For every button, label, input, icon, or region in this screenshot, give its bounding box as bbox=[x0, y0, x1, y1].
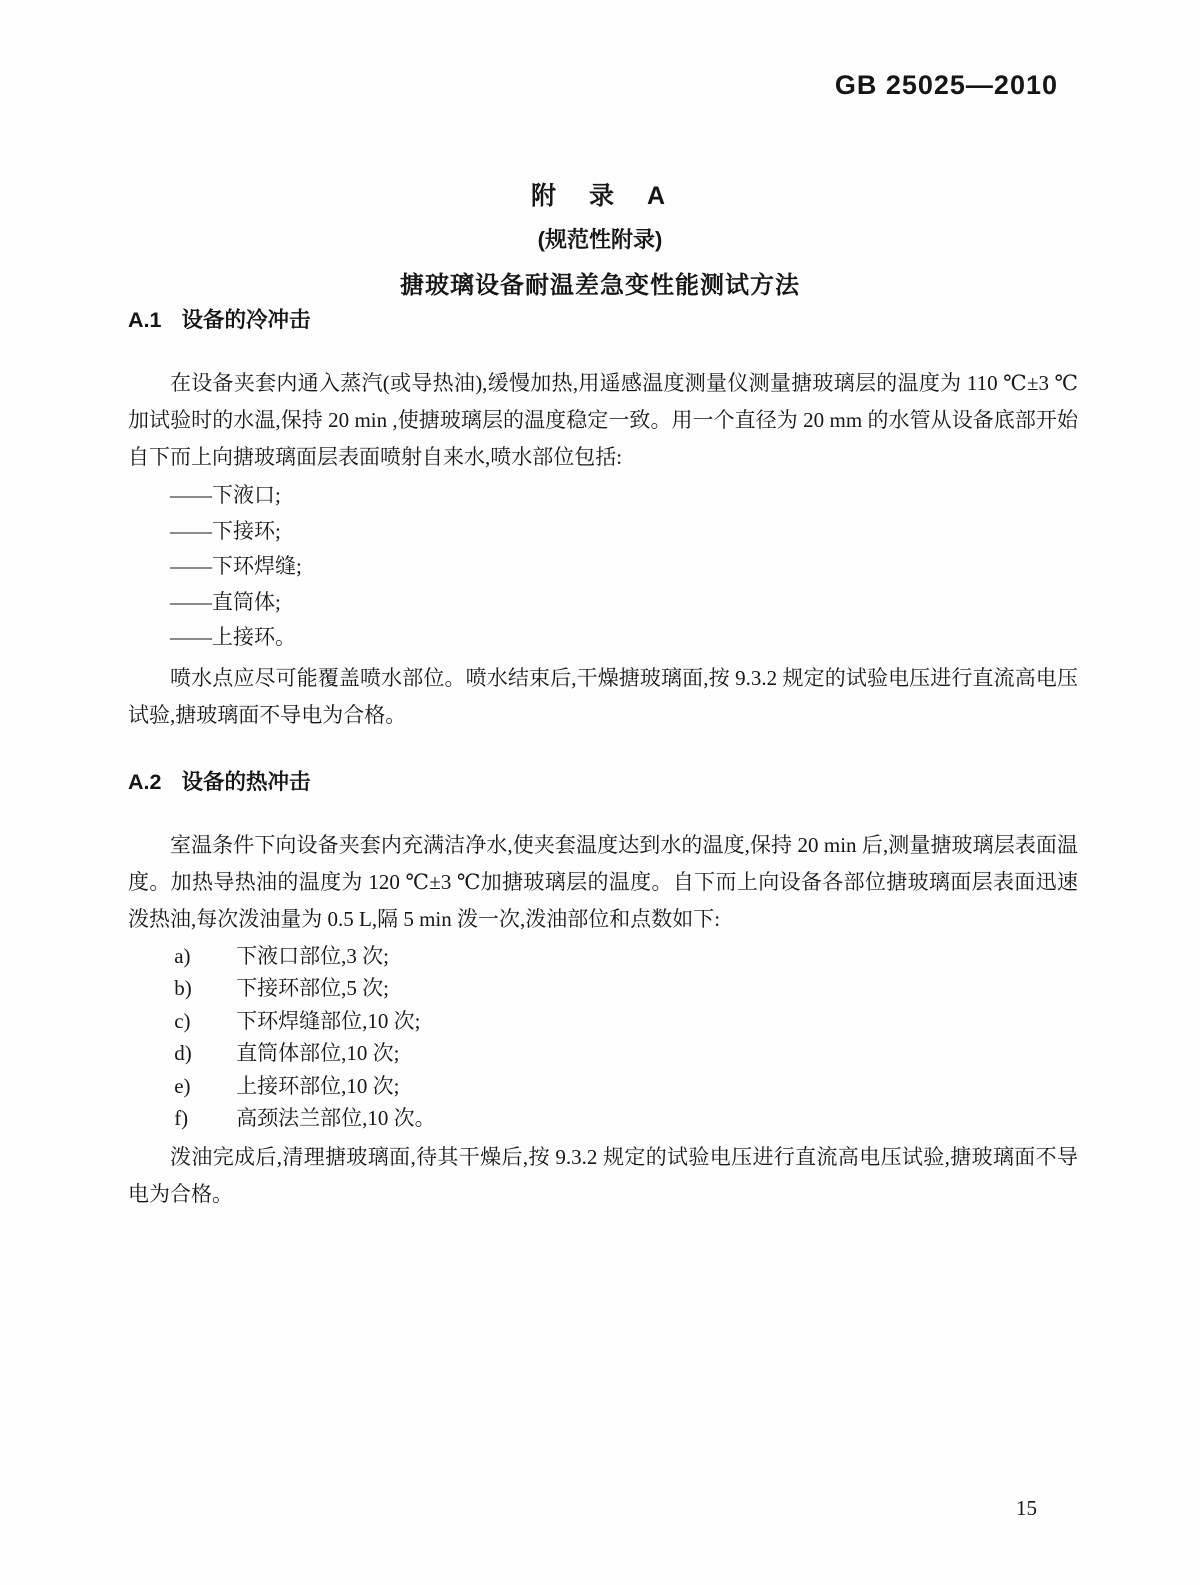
appendix-name: 搪玻璃设备耐温差急变性能测试方法 bbox=[400, 272, 800, 299]
section-a1-title: 设备的冷冲击 bbox=[181, 308, 311, 332]
list-item-text: 高颈法兰部位,10 次。 bbox=[236, 1106, 436, 1130]
section-a1-number: A.1 bbox=[128, 308, 162, 332]
section-a2-paragraph-1: 室温条件下向设备夹套内充满洁净水,使夹套温度达到水的温度,保持 20 min 后,测量搪玻璃层表面温度。加热导热油的温度为 120 ℃±3 ℃加搪玻璃层的温度。自下而上向设备各部位搪玻璃面层表面迅速泼热油,每次泼油量为 0.5 L,隔 5 min 泼一次,泼油部位和点数如下: bbox=[128, 832, 1078, 931]
list-item-text: 下接环部位,5 次; bbox=[236, 976, 390, 1000]
spray-positions-list bbox=[128, 478, 1078, 656]
document-content bbox=[128, 302, 1078, 1213]
appendix-subtitle: (规范性附录) bbox=[537, 227, 663, 252]
section-a1-paragraph-2: 喷水点应尽可能覆盖喷水部位。喷水结束后,干燥搪玻璃面,按 9.3.2 规定的试验电压进行直流高电压试验,搪玻璃面不导电为合格。 bbox=[128, 665, 1078, 727]
list-item-text: 上接环部位,10 次; bbox=[236, 1073, 400, 1098]
list-item-letter: e) bbox=[174, 1073, 191, 1098]
list-item: ——下液口; bbox=[170, 483, 281, 507]
title-block bbox=[0, 176, 1200, 300]
list-item bbox=[128, 1102, 1078, 1135]
appendix-title: 附 录 A bbox=[530, 182, 670, 210]
list-item-text: 直筒体部位,10 次; bbox=[236, 1041, 400, 1065]
list-item: ——上接环。 bbox=[170, 625, 296, 649]
list-item-text: 下液口部位,3 次; bbox=[236, 943, 390, 968]
list-item bbox=[128, 940, 1078, 973]
page-number: 15 bbox=[1016, 1496, 1037, 1520]
list-item-letter: a) bbox=[174, 943, 191, 968]
list-item: ——直筒体; bbox=[170, 589, 281, 614]
list-item-letter: b) bbox=[174, 976, 192, 1000]
list-item bbox=[128, 1037, 1078, 1070]
list-item-letter: f) bbox=[174, 1106, 189, 1130]
section-a1-paragraph-1: 在设备夹套内通入蒸汽(或导热油),缓慢加热,用遥感温度测量仪测量搪玻璃层的温度为 110 ℃±3 ℃加试验时的水温,保持 20 min ,使搪玻璃层的温度稳定一致。用一个直径为 20 mm 的水管从设备底部开始自下而上向搪玻璃面层表面喷射自来水,喷水部位包括: bbox=[128, 371, 1078, 469]
list-item-letter: c) bbox=[174, 1008, 191, 1033]
list-item bbox=[128, 1005, 1078, 1038]
section-a2-number: A.2 bbox=[128, 769, 162, 794]
section-a2-title: 设备的热冲击 bbox=[181, 769, 311, 794]
section-a2-paragraph-2: 泼油完成后,清理搪玻璃面,待其干燥后,按 9.3.2 规定的试验电压进行直流高电压试验,搪玻璃面不导电为合格。 bbox=[128, 1144, 1078, 1206]
list-item bbox=[128, 1070, 1078, 1103]
oil-pour-positions-list bbox=[128, 940, 1078, 1135]
list-item-text: 下环焊缝部位,10 次; bbox=[236, 1008, 421, 1033]
list-item: ——下环焊缝; bbox=[170, 554, 302, 578]
list-item-letter: d) bbox=[174, 1041, 192, 1065]
standard-number: GB 25025—2010 bbox=[834, 70, 1058, 100]
list-item: ——下接环; bbox=[170, 518, 281, 543]
list-item bbox=[128, 972, 1078, 1005]
section-a1-heading bbox=[128, 302, 1078, 339]
section-a2-heading bbox=[128, 764, 1078, 801]
